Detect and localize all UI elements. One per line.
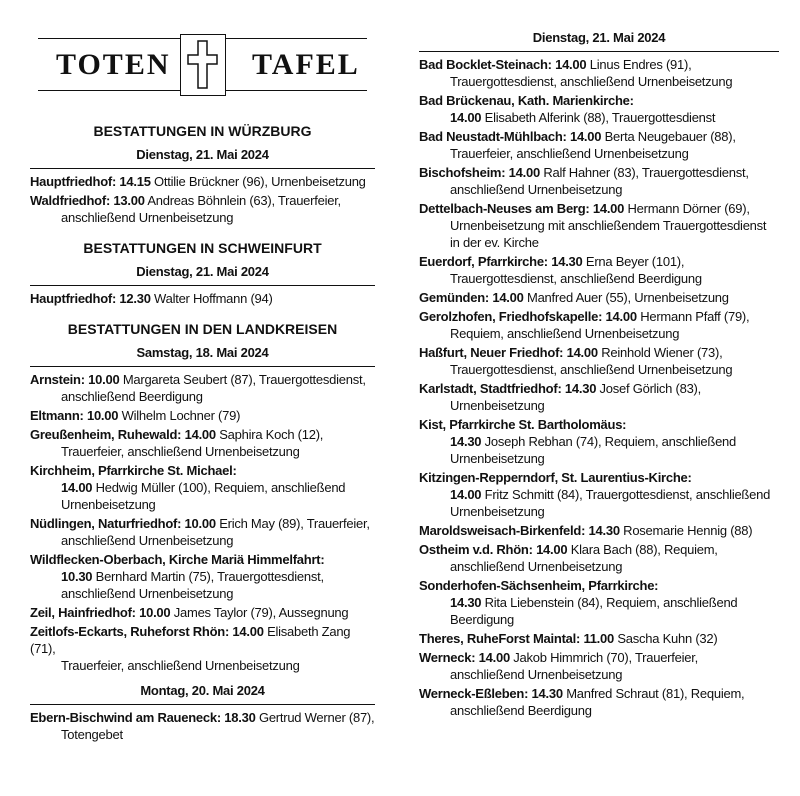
entry-first-line bbox=[419, 289, 779, 306]
obituary-entry bbox=[30, 407, 375, 424]
obituary-entry bbox=[30, 192, 375, 226]
entry-time: 10.30 bbox=[61, 569, 93, 584]
entry-continuation: Trauergottesdienst, anschließend Beerdigung bbox=[450, 271, 702, 286]
section-date: Dienstag, 21. Mai 2024 bbox=[30, 263, 375, 286]
entry-continuation: anschließend Urnenbeisetzung bbox=[61, 586, 234, 601]
entry-location: Ebern-Bischwind am Raueneck: 18.30 bbox=[30, 710, 256, 725]
entry-continuation: Beerdigung bbox=[450, 612, 514, 627]
entry-first-line bbox=[419, 253, 779, 270]
entry-continuation bbox=[30, 479, 375, 496]
entry-details: Sascha Kuhn (32) bbox=[614, 631, 718, 646]
entry-continuation: Requiem, anschließend Urnenbeisetzung bbox=[450, 326, 680, 341]
entry-continuation: in der ev. Kirche bbox=[450, 235, 539, 250]
entry-continuation: anschließend Urnenbeisetzung bbox=[450, 559, 623, 574]
entry-first-line bbox=[30, 426, 375, 443]
entry-details: Berta Neugebauer (88), bbox=[601, 129, 736, 144]
obituary-entry bbox=[419, 200, 779, 251]
section-title: BESTATTUNGEN IN WÜRZBURG bbox=[93, 123, 312, 139]
entry-continuation bbox=[419, 433, 779, 450]
entry-continuation: anschließend Urnenbeisetzung bbox=[61, 210, 234, 225]
entry-details: Manfred Schraut (81), Requiem, bbox=[562, 686, 745, 701]
entry-details: Walter Hoffmann (94) bbox=[150, 291, 273, 306]
entry-details: Fritz Schmitt (84), Trauergottesdienst, anschließend bbox=[481, 487, 771, 502]
entry-details: Reinhold Wiener (73), bbox=[597, 345, 723, 360]
entry-location: Werneck: 14.00 bbox=[419, 650, 510, 665]
entry-first-line bbox=[30, 623, 375, 657]
obituary-entry bbox=[419, 253, 779, 287]
obituary-entry bbox=[419, 92, 779, 126]
entry-location: Bad Brückenau, Kath. Marienkirche: bbox=[419, 93, 634, 108]
entry-continuation: Urnenbeisetzung mit anschließendem Trauergottesdienst bbox=[450, 218, 767, 233]
entry-continuation: Urnenbeisetzung bbox=[450, 398, 545, 413]
header-word-toten: TOTEN bbox=[52, 48, 175, 82]
entry-first-line bbox=[419, 522, 779, 539]
obituary-entry bbox=[30, 623, 375, 674]
obituary-entry bbox=[30, 371, 375, 405]
obituary-entry bbox=[419, 577, 779, 628]
entry-continuation: Trauergottesdienst, anschließend Urnenbeisetzung bbox=[450, 74, 733, 89]
obituary-entry bbox=[30, 709, 375, 743]
entry-details: Andreas Böhnlein (63), Trauerfeier, bbox=[144, 193, 341, 208]
entry-location: Hauptfriedhof: 12.30 bbox=[30, 291, 151, 306]
entry-location: Gemünden: 14.00 bbox=[419, 290, 524, 305]
obituary-entry bbox=[419, 541, 779, 575]
entry-details: Hermann Pfaff (79), bbox=[636, 309, 750, 324]
entry-continuation: Trauergottesdienst, anschließend Urnenbeisetzung bbox=[450, 362, 733, 377]
entry-location: Waldfriedhof: 13.00 bbox=[30, 193, 145, 208]
entry-first-line bbox=[30, 551, 375, 568]
totentafel-header bbox=[30, 34, 375, 122]
section-date: Samstag, 18. Mai 2024 bbox=[30, 344, 375, 367]
section-date: Montag, 20. Mai 2024 bbox=[30, 682, 375, 705]
entry-continuation bbox=[419, 486, 779, 503]
entry-time: 14.00 bbox=[450, 487, 482, 502]
entry-first-line bbox=[30, 407, 375, 424]
entry-continuation bbox=[30, 568, 375, 585]
entry-details: Erna Beyer (101), bbox=[582, 254, 685, 269]
entry-details: Manfred Auer (55), Urnenbeisetzung bbox=[523, 290, 729, 305]
obituary-entry bbox=[419, 164, 779, 198]
entry-first-line bbox=[30, 604, 375, 621]
entry-continuation: anschließend Urnenbeisetzung bbox=[450, 667, 623, 682]
obituary-entry bbox=[30, 462, 375, 513]
right-column bbox=[419, 0, 779, 721]
obituary-entry bbox=[419, 56, 779, 90]
obituary-entry bbox=[30, 515, 375, 549]
entry-first-line bbox=[30, 709, 375, 726]
entry-location: Arnstein: 10.00 bbox=[30, 372, 120, 387]
entry-first-line bbox=[419, 685, 779, 702]
entry-continuation bbox=[419, 109, 779, 126]
entry-location: Karlstadt, Stadtfriedhof: 14.30 bbox=[419, 381, 597, 396]
left-sections bbox=[30, 122, 375, 743]
entry-location: Dettelbach-Neuses am Berg: 14.00 bbox=[419, 201, 625, 216]
entry-continuation: Trauerfeier, anschließend Urnenbeisetzung bbox=[450, 146, 689, 161]
entry-time: 14.30 bbox=[450, 434, 482, 449]
entry-location: Sonderhofen-Sächsenheim, Pfarrkirche: bbox=[419, 578, 659, 593]
entry-continuation: Totengebet bbox=[61, 727, 123, 742]
entry-location: Kirchheim, Pfarrkirche St. Michael: bbox=[30, 463, 237, 478]
entry-location: Wildflecken-Oberbach, Kirche Mariä Himmelfahrt: bbox=[30, 552, 325, 567]
entry-first-line bbox=[419, 577, 779, 594]
entry-first-line bbox=[419, 200, 779, 217]
obituary-entry bbox=[419, 649, 779, 683]
entry-first-line bbox=[419, 92, 779, 109]
obituary-entry bbox=[419, 128, 779, 162]
entry-continuation: Urnenbeisetzung bbox=[61, 497, 156, 512]
entry-first-line bbox=[419, 380, 779, 397]
entry-location: Haßfurt, Neuer Friedhof: 14.00 bbox=[419, 345, 598, 360]
entry-details: Linus Endres (91), bbox=[586, 57, 692, 72]
entry-location: Zeil, Hainfriedhof: 10.00 bbox=[30, 605, 171, 620]
obituary-entry bbox=[419, 522, 779, 539]
left-column bbox=[30, 0, 375, 745]
entry-time: 14.30 bbox=[450, 595, 482, 610]
entry-first-line bbox=[30, 371, 375, 388]
entry-first-line bbox=[419, 416, 779, 433]
obituary-entry bbox=[419, 469, 779, 520]
entry-details: Hedwig Müller (100), Requiem, anschließend bbox=[92, 480, 346, 495]
obituary-entry bbox=[30, 173, 375, 190]
entry-details: Rosemarie Hennig (88) bbox=[619, 523, 753, 538]
entry-details: Josef Görlich (83), bbox=[596, 381, 702, 396]
entry-details: Ralf Hahner (83), Trauergottesdienst, bbox=[539, 165, 749, 180]
entry-details: Gertrud Werner (87), bbox=[255, 710, 375, 725]
entry-details: Bernhard Martin (75), Trauergottesdienst, bbox=[92, 569, 324, 584]
obituary-entry bbox=[419, 685, 779, 719]
entry-location: Kitzingen-Repperndorf, St. Laurentius-Kirche: bbox=[419, 470, 692, 485]
entry-location: Hauptfriedhof: 14.15 bbox=[30, 174, 151, 189]
entry-location: Ostheim v.d. Rhön: 14.00 bbox=[419, 542, 568, 557]
entry-first-line bbox=[419, 630, 779, 647]
entry-continuation: anschließend Beerdigung bbox=[450, 703, 592, 718]
entry-first-line bbox=[419, 649, 779, 666]
entry-location: Bad Bocklet-Steinach: 14.00 bbox=[419, 57, 587, 72]
entry-details: Jakob Himmrich (70), Trauerfeier, bbox=[509, 650, 698, 665]
entry-first-line bbox=[30, 290, 375, 307]
entry-first-line bbox=[30, 192, 375, 209]
entry-location: Euerdorf, Pfarrkirche: 14.30 bbox=[419, 254, 583, 269]
section-title: BESTATTUNGEN IN SCHWEINFURT bbox=[83, 240, 322, 256]
entry-first-line bbox=[30, 462, 375, 479]
entry-continuation: Urnenbeisetzung bbox=[450, 504, 545, 519]
entry-details: Elisabeth Alferink (88), Trauergottesdienst bbox=[481, 110, 716, 125]
obituary-entry bbox=[419, 380, 779, 414]
entry-details: James Taylor (79), Aussegnung bbox=[170, 605, 349, 620]
entry-continuation: Trauerfeier, anschließend Urnenbeisetzung bbox=[61, 444, 300, 459]
entry-location: Bischofsheim: 14.00 bbox=[419, 165, 540, 180]
entry-continuation: Urnenbeisetzung bbox=[450, 451, 545, 466]
section-title: BESTATTUNGEN IN DEN LANDKREISEN bbox=[67, 321, 338, 337]
entry-location: Kist, Pfarrkirche St. Bartholomäus: bbox=[419, 417, 627, 432]
entry-continuation: anschließend Urnenbeisetzung bbox=[61, 533, 234, 548]
cross-icon bbox=[180, 34, 226, 96]
entry-details: Margareta Seubert (87), Trauergottesdienst, bbox=[119, 372, 366, 387]
entry-location: Eltmann: 10.00 bbox=[30, 408, 119, 423]
entry-location: Theres, RuheForst Maintal: 11.00 bbox=[419, 631, 615, 646]
entry-continuation bbox=[419, 594, 779, 611]
obituary-entry bbox=[30, 290, 375, 307]
right-entries bbox=[419, 56, 779, 719]
entry-details: Ottilie Brückner (96), Urnenbeisetzung bbox=[150, 174, 366, 189]
obituary-entry bbox=[30, 426, 375, 460]
obituary-entry bbox=[419, 630, 779, 647]
entry-details: Erich May (89), Trauerfeier, bbox=[215, 516, 370, 531]
entry-time: 14.00 bbox=[450, 110, 482, 125]
obituary-entry bbox=[30, 551, 375, 602]
entry-details: Hermann Dörner (69), bbox=[624, 201, 750, 216]
entry-time: 14.00 bbox=[61, 480, 93, 495]
entry-first-line bbox=[419, 308, 779, 325]
entry-continuation: anschließend Urnenbeisetzung bbox=[450, 182, 623, 197]
entry-location: Maroldsweisach-Birkenfeld: 14.30 bbox=[419, 523, 620, 538]
entry-first-line bbox=[419, 469, 779, 486]
entry-location: Zeitlofs-Eckarts, Ruheforst Rhön: 14.00 bbox=[30, 624, 264, 639]
entry-first-line bbox=[419, 164, 779, 181]
entry-details: Wilhelm Lochner (79) bbox=[118, 408, 241, 423]
entry-location: Nüdlingen, Naturfriedhof: 10.00 bbox=[30, 516, 216, 531]
entry-first-line bbox=[419, 128, 779, 145]
entry-details: Saphira Koch (12), bbox=[215, 427, 324, 442]
entry-location: Greußenheim, Ruhewald: 14.00 bbox=[30, 427, 216, 442]
obituary-entry bbox=[419, 416, 779, 467]
entry-first-line bbox=[419, 541, 779, 558]
right-date-heading: Dienstag, 21. Mai 2024 bbox=[419, 29, 779, 52]
entry-location: Gerolzhofen, Friedhofskapelle: 14.00 bbox=[419, 309, 637, 324]
header-word-tafel: TAFEL bbox=[248, 48, 364, 82]
obituary-entry bbox=[30, 604, 375, 621]
entry-continuation: anschließend Beerdigung bbox=[61, 389, 203, 404]
entry-location: Bad Neustadt-Mühlbach: 14.00 bbox=[419, 129, 602, 144]
entry-details: Joseph Rebhan (74), Requiem, anschließend bbox=[481, 434, 737, 449]
section-date: Dienstag, 21. Mai 2024 bbox=[30, 146, 375, 169]
entry-first-line bbox=[30, 173, 375, 190]
entry-details: Klara Bach (88), Requiem, bbox=[567, 542, 718, 557]
entry-location: Werneck-Eßleben: 14.30 bbox=[419, 686, 563, 701]
obituary-entry bbox=[419, 289, 779, 306]
entry-first-line bbox=[419, 56, 779, 73]
entry-continuation: Trauerfeier, anschließend Urnenbeisetzung bbox=[61, 658, 300, 673]
entry-first-line bbox=[419, 344, 779, 361]
obituary-entry bbox=[419, 308, 779, 342]
obituary-entry bbox=[419, 344, 779, 378]
entry-details: Rita Liebenstein (84), Requiem, anschließend bbox=[481, 595, 738, 610]
entry-details: Elisabeth Zang (71), bbox=[30, 624, 351, 656]
entry-first-line bbox=[30, 515, 375, 532]
